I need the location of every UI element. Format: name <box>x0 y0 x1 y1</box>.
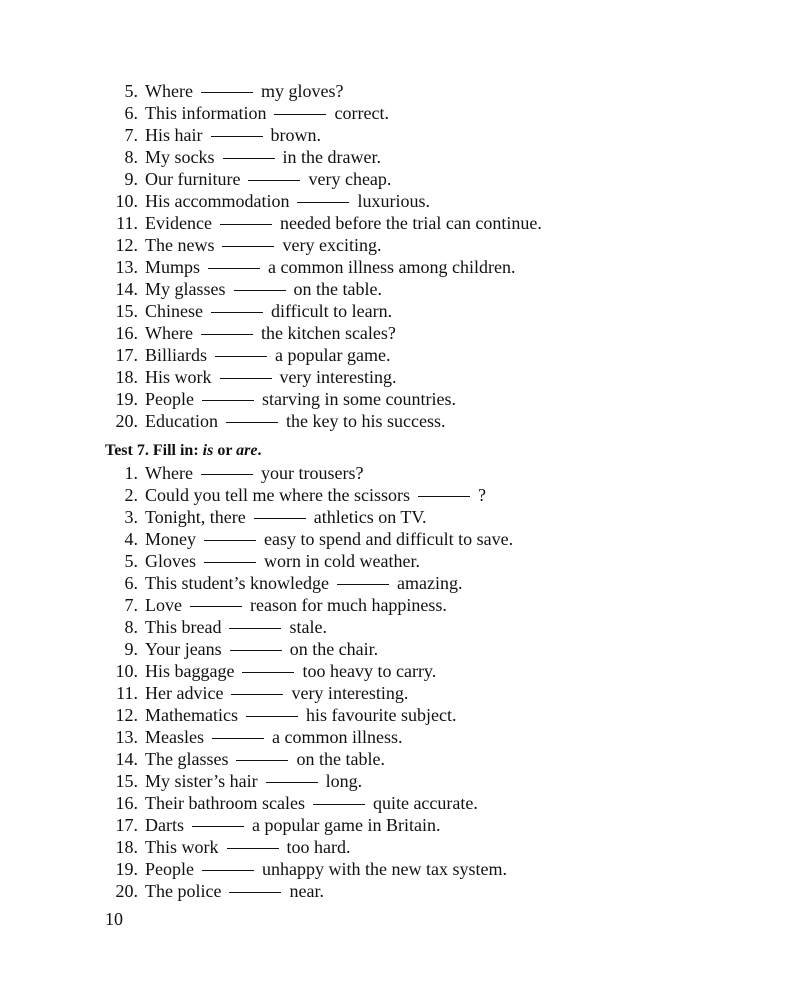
item-text-after: reason for much happiness. <box>249 595 447 615</box>
item-text-after: the kitchen scales? <box>260 323 396 343</box>
item-number: 18. <box>115 367 138 387</box>
item-text-after: quite accurate. <box>372 793 478 813</box>
answer-blank <box>234 289 286 291</box>
item-text-after: in the drawer. <box>282 147 381 167</box>
answer-blank <box>223 157 275 159</box>
item-number: 18. <box>115 837 138 857</box>
exercise-item <box>105 660 513 682</box>
exercise-list-continued <box>105 80 542 432</box>
item-number: 15. <box>115 771 138 791</box>
item-number: 1. <box>124 463 138 483</box>
answer-blank <box>202 399 254 401</box>
answer-blank <box>254 517 306 519</box>
item-text-before: His baggage <box>145 661 235 681</box>
answer-blank <box>201 473 253 475</box>
exercise-item <box>105 212 542 234</box>
exercise-item <box>105 102 542 124</box>
heading-option-are: are <box>236 442 258 459</box>
exercise-item <box>105 572 513 594</box>
page-number: 10 <box>105 909 123 929</box>
item-text-before: The police <box>145 881 222 901</box>
item-number: 12. <box>115 705 138 725</box>
exercise-item <box>105 594 513 616</box>
exercise-item <box>105 836 513 858</box>
answer-blank <box>208 267 260 269</box>
item-text-before: Our furniture <box>145 169 241 189</box>
exercise-item <box>105 858 513 880</box>
item-text-after: a common illness among children. <box>268 257 516 277</box>
item-text-after: very exciting. <box>282 235 382 255</box>
item-text-before: My glasses <box>145 279 226 299</box>
exercise-item <box>105 704 513 726</box>
item-text-after: amazing. <box>396 573 463 593</box>
heading-mid: or <box>213 442 237 459</box>
exercise-item <box>105 792 513 814</box>
item-text-after: worn in cold weather. <box>264 551 420 571</box>
item-text-before: Her advice <box>145 683 224 703</box>
item-text-before: Where <box>145 323 193 343</box>
answer-blank <box>204 561 256 563</box>
answer-blank <box>222 245 274 247</box>
item-text-before: Chinese <box>145 301 203 321</box>
answer-blank <box>212 737 264 739</box>
item-number: 8. <box>124 147 138 167</box>
answer-blank <box>231 693 283 695</box>
item-text-after: your trousers? <box>260 463 364 483</box>
item-text-before: Money <box>145 529 196 549</box>
item-number: 14. <box>115 279 138 299</box>
item-text-after: needed before the trial can continue. <box>279 213 542 233</box>
item-text-before: His accommodation <box>145 191 290 211</box>
item-text-after: a popular game in Britain. <box>252 815 441 835</box>
answer-blank <box>201 91 253 93</box>
heading-option-is: is <box>202 442 214 459</box>
item-text-after: too heavy to carry. <box>302 661 437 681</box>
item-number: 12. <box>115 235 138 255</box>
item-text-after: stale. <box>289 617 327 637</box>
item-text-before: This work <box>145 837 219 857</box>
item-number: 11. <box>116 213 138 233</box>
exercise-item <box>105 366 542 388</box>
item-text-after: my gloves? <box>260 81 344 101</box>
exercise-item <box>105 550 513 572</box>
answer-blank <box>337 583 389 585</box>
item-text-after: near. <box>289 881 324 901</box>
item-text-after: a common illness. <box>271 727 403 747</box>
exercise-item <box>105 256 542 278</box>
item-number: 15. <box>115 301 138 321</box>
answer-blank <box>229 627 281 629</box>
item-text-before: My sister’s hair <box>145 771 258 791</box>
item-number: 7. <box>124 595 138 615</box>
exercise-item <box>105 528 513 550</box>
item-number: 9. <box>124 169 138 189</box>
item-number: 20. <box>115 881 138 901</box>
answer-blank <box>202 869 254 871</box>
item-text-after: unhappy with the new tax system. <box>262 859 507 879</box>
answer-blank <box>297 201 349 203</box>
exercise-item <box>105 388 542 410</box>
exercise-item <box>105 190 542 212</box>
item-number: 6. <box>124 573 138 593</box>
item-text-before: Mathematics <box>145 705 238 725</box>
exercise-item <box>105 638 513 660</box>
answer-blank <box>248 179 300 181</box>
item-text-before: Your jeans <box>145 639 222 659</box>
item-text-after: difficult to learn. <box>271 301 393 321</box>
exercise-item <box>105 344 542 366</box>
item-number: 11. <box>116 683 138 703</box>
item-number: 10. <box>115 661 138 681</box>
item-number: 13. <box>115 257 138 277</box>
answer-blank <box>192 825 244 827</box>
answer-blank <box>201 333 253 335</box>
item-number: 8. <box>124 617 138 637</box>
answer-blank <box>246 715 298 717</box>
item-number: 3. <box>124 507 138 527</box>
exercise-item <box>105 80 542 102</box>
item-text-before: Billiards <box>145 345 207 365</box>
item-text-after: luxurious. <box>357 191 430 211</box>
item-text-after: easy to spend and difficult to save. <box>264 529 514 549</box>
item-text-before: Where <box>145 463 193 483</box>
item-number: 19. <box>115 859 138 879</box>
exercise-item <box>105 616 513 638</box>
item-number: 7. <box>124 125 138 145</box>
item-text-after: a popular game. <box>275 345 391 365</box>
item-number: 19. <box>115 389 138 409</box>
test-7-section <box>105 440 513 902</box>
answer-blank <box>190 605 242 607</box>
item-number: 20. <box>115 411 138 431</box>
answer-blank <box>274 113 326 115</box>
item-text-before: Love <box>145 595 182 615</box>
answer-blank <box>266 781 318 783</box>
item-text-after: starving in some countries. <box>262 389 456 409</box>
section-heading <box>105 440 513 462</box>
item-number: 2. <box>124 485 138 505</box>
exercise-item <box>105 410 542 432</box>
item-text-after: on the table. <box>293 279 382 299</box>
answer-blank <box>211 135 263 137</box>
item-text-before: The glasses <box>145 749 229 769</box>
item-number: 16. <box>115 323 138 343</box>
answer-blank <box>313 803 365 805</box>
heading-end: . <box>257 442 262 459</box>
item-text-before: Gloves <box>145 551 196 571</box>
exercise-item <box>105 278 542 300</box>
item-text-before: Where <box>145 81 193 101</box>
item-text-after: on the table. <box>296 749 385 769</box>
item-number: 4. <box>124 529 138 549</box>
item-text-after: very interesting. <box>291 683 409 703</box>
answer-blank <box>242 671 294 673</box>
exercise-item <box>105 726 513 748</box>
item-text-before: Measles <box>145 727 204 747</box>
item-text-after: brown. <box>270 125 321 145</box>
answer-blank <box>227 847 279 849</box>
item-text-before: Tonight, there <box>145 507 246 527</box>
item-number: 6. <box>124 103 138 123</box>
item-text-after: his favourite subject. <box>305 705 457 725</box>
item-text-before: Evidence <box>145 213 212 233</box>
item-text-before: This information <box>145 103 267 123</box>
heading-prefix: Test 7. Fill in: <box>105 442 203 459</box>
answer-blank <box>220 377 272 379</box>
item-text-before: This student’s knowledge <box>145 573 329 593</box>
item-number: 9. <box>124 639 138 659</box>
exercise-item <box>105 770 513 792</box>
exercise-item <box>105 814 513 836</box>
exercise-item <box>105 322 542 344</box>
item-text-after: ? <box>477 485 486 505</box>
exercise-item <box>105 146 542 168</box>
item-text-before: Their bathroom scales <box>145 793 305 813</box>
item-text-before: My socks <box>145 147 215 167</box>
answer-blank <box>226 421 278 423</box>
item-text-after: very interesting. <box>279 367 397 387</box>
exercise-item <box>105 748 513 770</box>
exercise-item <box>105 462 513 484</box>
answer-blank <box>211 311 263 313</box>
item-number: 17. <box>115 345 138 365</box>
item-text-after: too hard. <box>286 837 351 857</box>
exercise-item <box>105 484 513 506</box>
item-text-before: Darts <box>145 815 184 835</box>
item-text-before: Mumps <box>145 257 201 277</box>
answer-blank <box>230 649 282 651</box>
answer-blank <box>229 891 281 893</box>
item-text-after: very cheap. <box>308 169 392 189</box>
answer-blank <box>236 759 288 761</box>
item-text-before: His hair <box>145 125 203 145</box>
item-text-after: on the chair. <box>289 639 379 659</box>
answer-blank <box>204 539 256 541</box>
exercise-item <box>105 124 542 146</box>
item-text-before: Education <box>145 411 218 431</box>
item-number: 10. <box>115 191 138 211</box>
answer-blank <box>215 355 267 357</box>
exercise-item <box>105 880 513 902</box>
item-number: 5. <box>124 81 138 101</box>
item-text-after: long. <box>325 771 363 791</box>
item-text-after: the key to his success. <box>285 411 446 431</box>
item-text-before: People <box>145 389 194 409</box>
exercise-item <box>105 168 542 190</box>
answer-blank <box>220 223 272 225</box>
item-text-before: This bread <box>145 617 222 637</box>
exercise-item <box>105 300 542 322</box>
item-number: 13. <box>115 727 138 747</box>
item-text-before: His work <box>145 367 212 387</box>
exercise-item <box>105 682 513 704</box>
item-text-after: correct. <box>334 103 389 123</box>
exercise-item <box>105 506 513 528</box>
answer-blank <box>418 495 470 497</box>
item-text-after: athletics on TV. <box>313 507 427 527</box>
item-number: 16. <box>115 793 138 813</box>
item-number: 5. <box>124 551 138 571</box>
item-number: 14. <box>115 749 138 769</box>
item-text-before: Could you tell me where the scissors <box>145 485 410 505</box>
item-text-before: The news <box>145 235 215 255</box>
item-number: 17. <box>115 815 138 835</box>
item-text-before: People <box>145 859 194 879</box>
exercise-item <box>105 234 542 256</box>
